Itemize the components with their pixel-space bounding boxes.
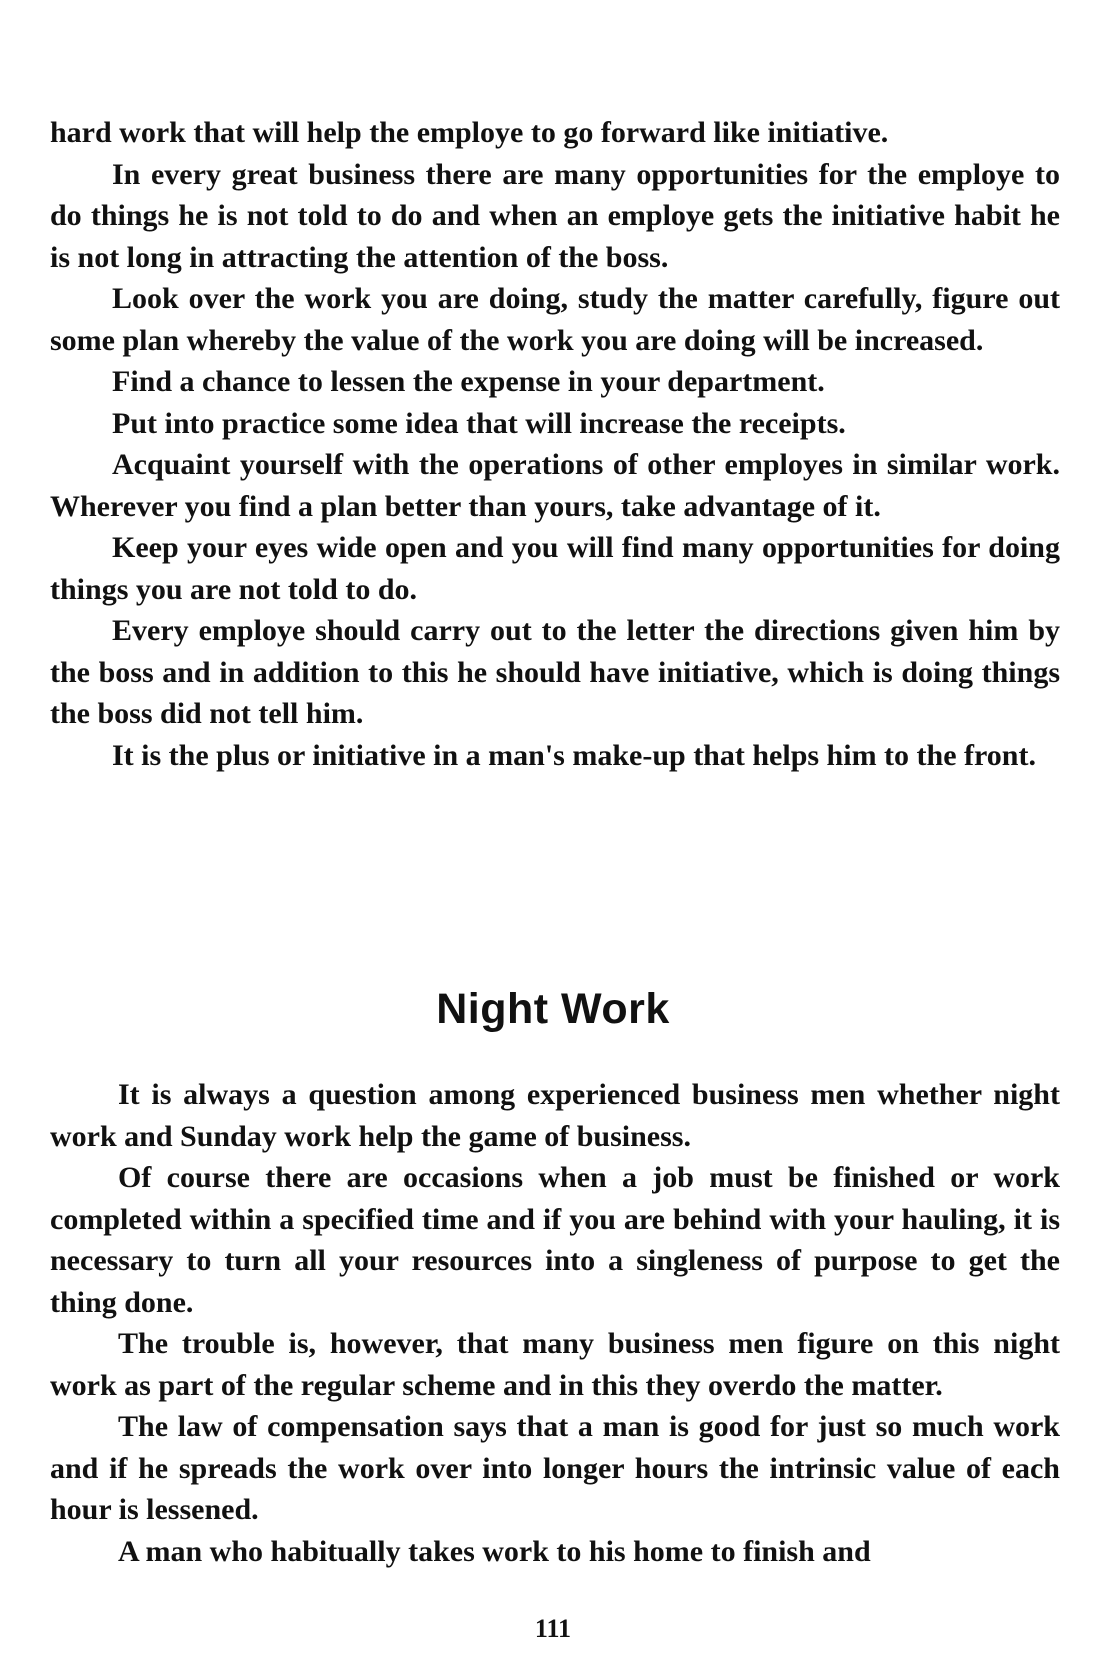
- paragraph: Of course there are occasions when a job must be finished or work completed within a specified time and if you are behind with your hauling, it is necessary to turn all your resources into a singleness of purpose to get the thing done.: [50, 1161, 1060, 1319]
- paragraph: The law of compensation says that a man is good for just so much work and if he spreads the work over into longer hours the intrinsic value of each hour is lessened.: [50, 1410, 1060, 1526]
- paragraph: Find a chance to lessen the expense in your department.: [112, 365, 825, 398]
- body-text-upper: [50, 112, 1060, 776]
- paragraph: The trouble is, however, that many business men figure on this night work as part of the regular scheme and in this they overdo the matter.: [50, 1327, 1060, 1402]
- page-number: 111: [534, 1614, 572, 1643]
- paragraph: It is the plus or initiative in a man's make-up that helps him to the front.: [112, 738, 1036, 772]
- paragraph: In every great business there are many opportunities for the employe to do things he is not told to do and when an employe gets the initiative habit he is not long in attracting the attention of the boss.: [50, 157, 1060, 274]
- paragraph: Look over the work you are doing, study the matter carefully, figure out some plan whereby the value of the work you are doing will be increased.: [50, 282, 1060, 357]
- section-heading: Night Work: [436, 985, 670, 1033]
- paragraph: Keep your eyes wide open and you will find many opportunities for doing things you are not told to do.: [50, 531, 1060, 606]
- paragraph: Put into practice some idea that will increase the receipts.: [112, 406, 846, 440]
- paragraph: It is always a question among experienced business men whether night work and Sunday work help the game of business.: [50, 1078, 1060, 1153]
- paragraph: Acquaint yourself with the operations of other employes in similar work. Wherever you find a plan better than yours, take advantage of it.: [50, 448, 1060, 523]
- body-text-lower: [50, 1074, 1060, 1572]
- paragraph: A man who habitually takes work to his home to finish and: [118, 1534, 871, 1568]
- paragraph: Every employe should carry out to the letter the directions given him by the boss and in addition to this he should have initiative, which is doing things the boss did not tell him.: [50, 614, 1060, 730]
- paragraph: hard work that will help the employe to go forward like initiative.: [50, 116, 889, 149]
